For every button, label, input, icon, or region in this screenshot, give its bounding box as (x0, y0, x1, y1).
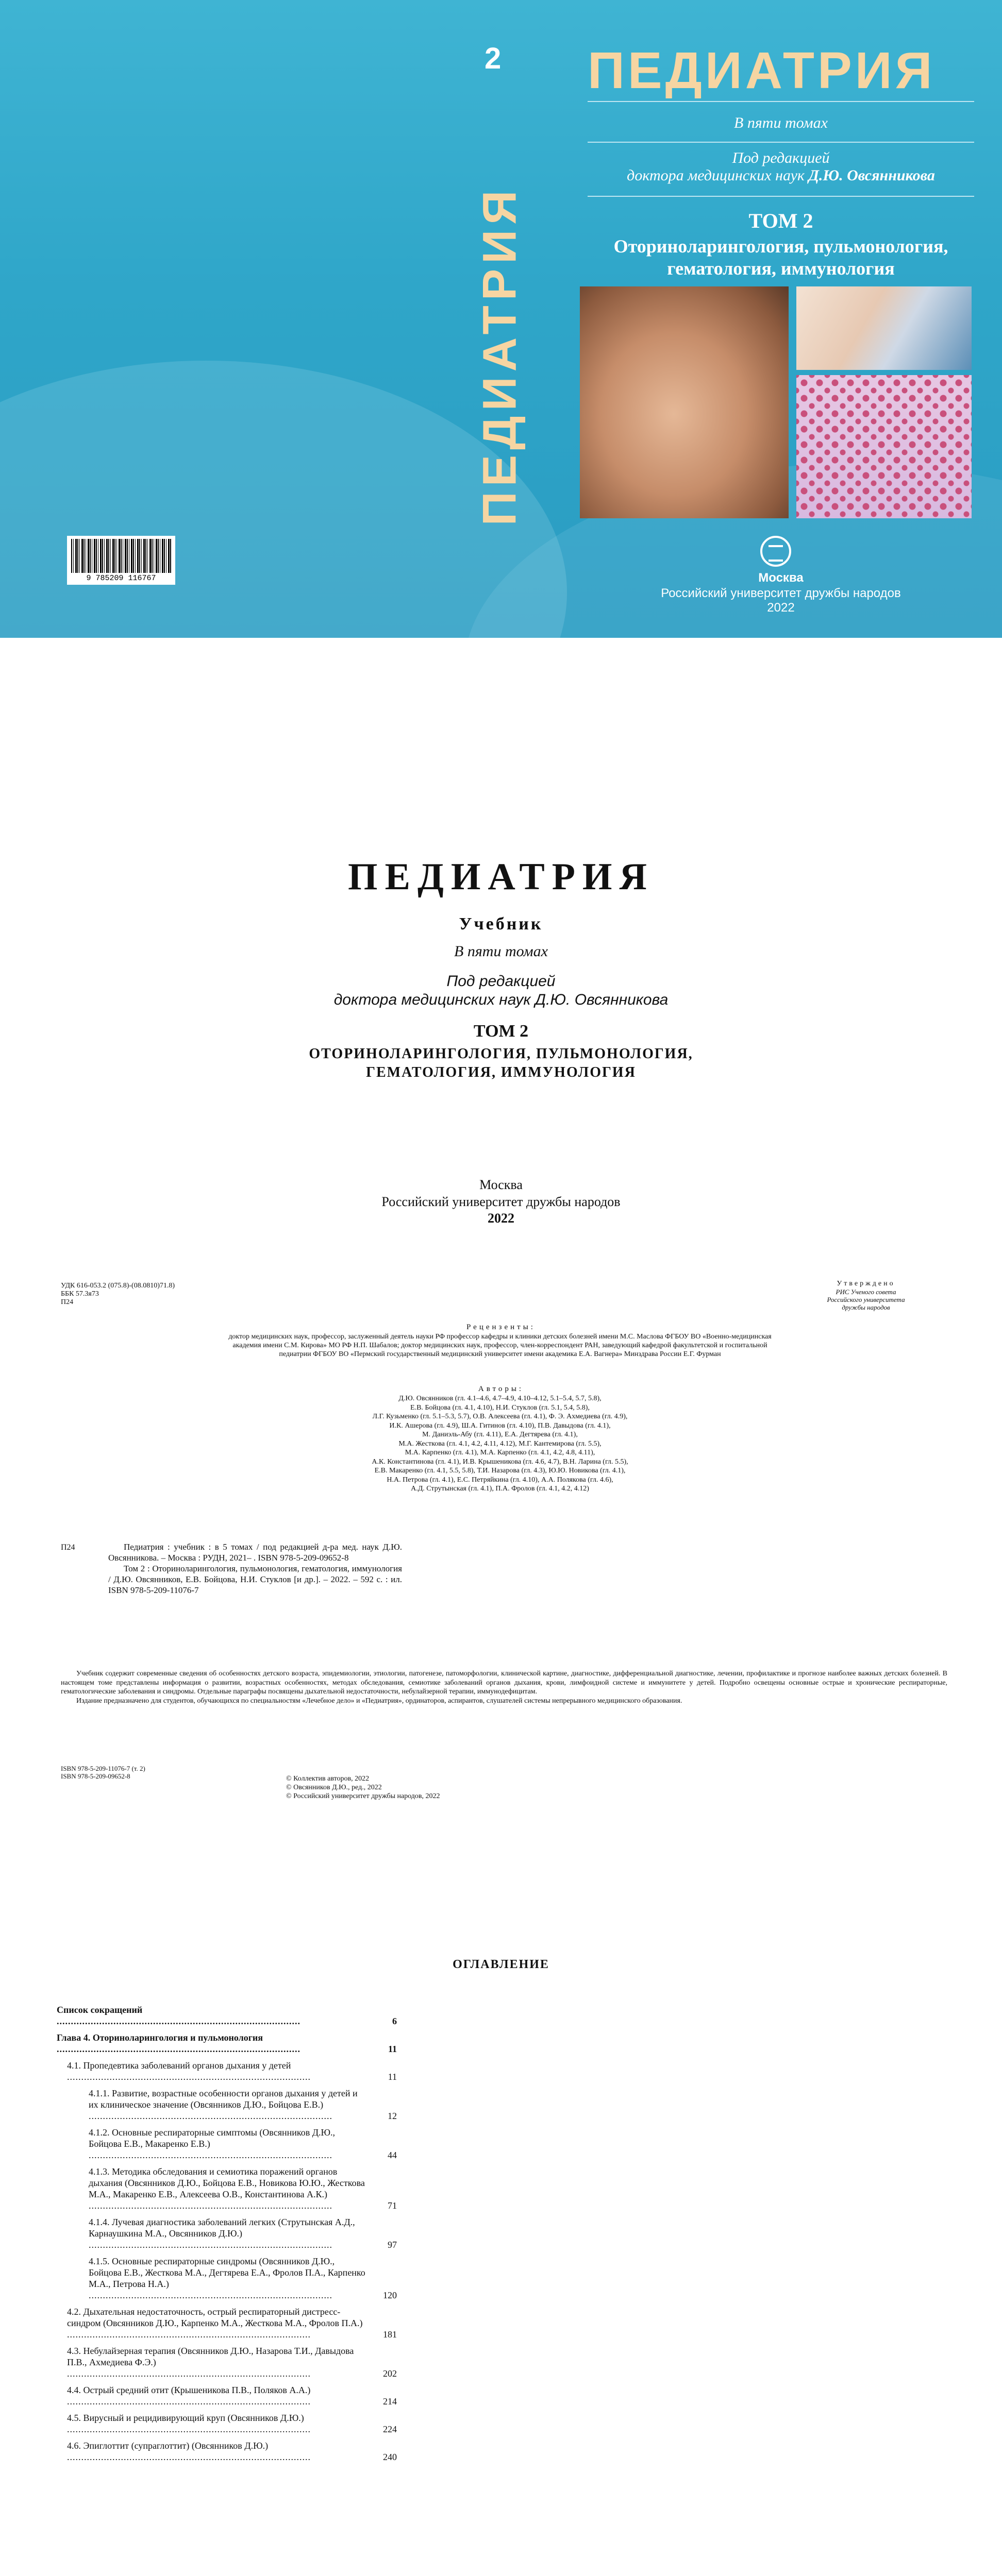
spine-volume-number: 2 (485, 42, 502, 75)
cover-publisher: Российский университет дружбы народов (661, 586, 901, 600)
spine-title (448, 170, 552, 541)
barcode-number: 9 785209 116767 (86, 574, 156, 583)
copyright-block (286, 1774, 440, 1801)
toc-entry-title: 4.1.4. Лучевая диагностика заболеваний легких (Струтынская А.Д., Карнаушкина М.А., Овсянников Д.Ю.) ..... (89, 2217, 355, 2250)
imprint-code: П24 (61, 1298, 74, 1306)
publisher-logo-icon (760, 536, 791, 567)
toc-entry (57, 2032, 397, 2055)
toc-entry (57, 2127, 397, 2161)
cover-photo-blood-smear (796, 375, 972, 518)
cover-editor-name: Д.Ю. Овсянникова (808, 167, 935, 184)
toc-entry-title: 4.2. Дыхательная недостаточность, острый респираторный дистресс-синдром (Овсянников Д.Ю., Карпенко М.А., Жесткова М.А., Фролов П.А.) ..... (67, 2307, 363, 2340)
toc-entry-title: 4.4. Острый средний отит (Крышеникова П.В., Поляков А.А.) ..... (67, 2385, 311, 2406)
title-page-volume: ТОМ 2 (473, 1022, 529, 1041)
toc-entry-page: 11 (388, 2044, 397, 2054)
toc-entry-page: 6 (392, 2016, 397, 2026)
title-page-editor-line1: Под редакцией (446, 973, 556, 990)
author-line: Д.Ю. Овсянников (гл. 4.1–4.6, 4.7–4.9, 4.10–4.12, 5.1–5.4, 5.7, 5.8), (398, 1395, 602, 1402)
toc-entry-title: 4.1.3. Методика обследования и семиотика поражений органов дыхания (Овсянников Д.Ю., Бойцова Е.В., Новикова Ю.Ю., Жесткова М.А., Макаренко Е.В., Алексеева О.В., Константинова А.К.) ..... (89, 2166, 365, 2211)
toc-entry (57, 2412, 397, 2435)
authors-list (77, 1394, 923, 1494)
title-page-subtitle-line1: ОТОРИНОЛАРИНГОЛОГИЯ, ПУЛЬМОНОЛОГИЯ, (309, 1046, 693, 1062)
approval-line2: Российского университета (827, 1296, 905, 1303)
imprint-bbk: ББК 57.3я73 (61, 1290, 99, 1298)
toc-entry-title: 4.1.5. Основные респираторные синдромы (Овсянников Д.Ю., Бойцова Е.В., Жесткова М.А., Дегтярева Е.А., Фролов П.А., Карпенко М.А., Петрова Н.А.) ..... (89, 2256, 365, 2300)
copyright-line2: © Овсянников Д.Ю., ред., 2022 (286, 1784, 382, 1791)
toc-entry-page: 202 (383, 2368, 397, 2379)
title-page-title: ПЕДИАТРИЯ (348, 856, 654, 898)
toc-entry-page: 214 (383, 2396, 397, 2406)
toc-entry (57, 2256, 397, 2301)
author-line: Е.В. Бойцова (гл. 4.1, 4.10), Н.И. Стуклов (гл. 5.1, 5.4, 5.8), (410, 1403, 590, 1412)
cover-volume: ТОМ 2 (748, 209, 813, 232)
title-page-volumes: В пяти томах (454, 943, 548, 960)
toc-entry-page: 181 (383, 2329, 397, 2340)
approval-title: Утверждено (837, 1280, 895, 1287)
annotation-paragraph1: Учебник содержит современные сведения об особенностях детского возраста, эпидемиологии, этиологии, патогенезе, патоморфологии, клинической картине, диагностике, дифференциальной диагностике, лечении, профилактике и прогнозе наиболее важных детских болезней. В настоящем томе представлены информация о развитии, возрастных особенностях, методах обследования, семиотике заболеваний органов дыхания, крови, лимфоидной системе и иммунитете у детей. Подробно освещены основные острые и хронические респираторные, гематологические заболевания и синдромы. Отдельные параграфы посвящены дыхательной недостаточности, небулайзерной терапии, иммунодефицитам. (61, 1670, 947, 1696)
toc-entry-page: 97 (388, 2240, 397, 2250)
author-line: А.К. Константинова (гл. 4.1), И.В. Крышеникова (гл. 4.6, 4.7), В.Н. Ларина (гл. 5.5), (372, 1458, 628, 1466)
author-line: М. Даниэль-Абу (гл. 4.11), Е.А. Дегтярева (гл. 4.1), (422, 1431, 578, 1438)
toc-entry-page: 71 (388, 2200, 397, 2211)
cover-year: 2022 (767, 601, 795, 615)
cover-publisher-city: Москва (758, 571, 804, 585)
copyright-line3: © Российский университет дружбы народов, 2022 (286, 1792, 440, 1800)
cover-divider-bottom (588, 196, 974, 197)
toc-entry-title: 4.1.2. Основные респираторные симптомы (Овсянников Д.Ю., Бойцова Е.В., Макаренко Е.В.) ..... (89, 2127, 335, 2160)
toc-entry-title: 4.1. Пропедевтика заболеваний органов дыхания у детей ..... (67, 2060, 311, 2082)
cover-divider-mid (588, 142, 974, 143)
cover-subtitle-line1: Оториноларингология, пульмонология, (613, 236, 948, 257)
toc-entry-page: 120 (383, 2290, 397, 2300)
toc-entry-page: 12 (388, 2111, 397, 2121)
toc-entry-page: 240 (383, 2452, 397, 2462)
title-page-year: 2022 (488, 1211, 514, 1226)
toc-title: ОГЛАВЛЕНИЕ (453, 1958, 549, 1971)
toc-entry (57, 2306, 397, 2340)
title-page-subtitle-line2: ГЕМАТОЛОГИЯ, ИММУНОЛОГИЯ (366, 1064, 636, 1080)
title-page-publisher: Российский университет дружбы народов (381, 1194, 621, 1209)
toc-entry (57, 2060, 397, 2082)
toc-entry (57, 2384, 397, 2407)
cover-photo-ear-exam (796, 286, 972, 370)
approval-line1: РИС Ученого совета (836, 1288, 896, 1296)
toc-entry-page: 224 (383, 2424, 397, 2434)
title-page-editor-line2: доктора медицинских наук Д.Ю. Овсянникова (333, 991, 669, 1008)
toc-list (57, 2004, 397, 2558)
cover-photo-child (580, 286, 789, 518)
copyright-line1: © Коллектив авторов, 2022 (286, 1775, 370, 1783)
spine-title-text: ПЕДИАТРИЯ (473, 185, 526, 526)
author-line: И.К. Ашерова (гл. 4.9), Ш.А. Гитинов (гл. 4.10), П.В. Давыдова (гл. 4.1), (389, 1421, 611, 1430)
authors-title: Авторы: (478, 1385, 524, 1393)
author-line: Н.А. Петрова (гл. 4.1), Е.С. Петряйкина (гл. 4.10), А.А. Полякова (гл. 4.6), (387, 1476, 613, 1484)
isbn-line1: ISBN 978-5-209-11076-7 (т. 2) (61, 1765, 145, 1772)
toc-entry-page: 44 (388, 2150, 397, 2160)
reviewers-text: доктор медицинских наук, профессор, заслуженный деятель науки РФ профессор кафедры и клиники детских болезней имени М.С. Маслова ФГБОУ ВО «Военно-медицинская академия имени С.М. Кирова» МО РФ Н.П. Шабалов; доктор медицинских наук, профессор, член-корреспондент РАН, заведующий кафедрой факультетской и госпитальной педиатрии ФГБОУ ВО «Пермский государственный медицинский университет имени академика Е.А. Вагнера» Минздрава России Е.Г. Фурман (228, 1333, 772, 1358)
author-line: М.А. Карпенко (гл. 4.1), М.А. Карпенко (гл. 4.1, 4.2, 4.8, 4.11), (405, 1449, 595, 1456)
toc-entry-title: 4.5. Вирусный и рецидивирующий круп (Овсянников Д.Ю.) ..... (67, 2413, 311, 2434)
bibliographic-line1: Педиатрия : учебник : в 5 томах / под редакцией д-ра мед. наук Д.Ю. Овсянникова. – Москва : РУДН, 2021– . ISBN 978-5-209-09652-8 (108, 1542, 402, 1563)
cover-volumes: В пяти томах (734, 114, 828, 131)
bibliographic-record (108, 1541, 402, 1596)
toc-entry (57, 2440, 397, 2463)
toc-entry (57, 2088, 397, 2122)
imprint-approval (783, 1280, 948, 1311)
imprint-code-left: П24 (61, 1543, 75, 1552)
toc-entry-title: 4.3. Небулайзерная терапия (Овсянников Д.Ю., Назарова Т.И., Давыдова П.В., Ахмедиева Ф.Э.) ..... (67, 2346, 354, 2379)
title-page-city: Москва (479, 1177, 523, 1192)
author-line: А.Д. Струтынская (гл. 4.1), П.А. Фролов (гл. 4.1, 4.2, 4.12) (411, 1485, 589, 1493)
cover-editor-line1: Под редакцией (732, 149, 830, 166)
toc-entry-title: 4.6. Эпиглоттит (супраглоттит) (Овсянников Д.Ю.) ..... (67, 2441, 311, 2462)
cover-divider-top (588, 101, 974, 102)
cover-subtitle-line2: гематология, иммунология (667, 258, 895, 279)
toc-entry-title: Глава 4. Оториноларингология и пульмонология ..... (57, 2032, 300, 2054)
book-cover (0, 0, 1002, 638)
toc-entry (57, 2216, 397, 2250)
cover-title: ПЕДИАТРИЯ (588, 42, 936, 99)
approval-line3: дружбы народов (842, 1303, 890, 1311)
reviewers-title: Рецензенты: (466, 1323, 536, 1331)
cover-editor-prefix: доктора медицинских наук (627, 167, 805, 184)
author-line: Л.Г. Кузьменко (гл. 5.1–5.3, 5.7), О.В. Алексеева (гл. 4.1), Ф. Э. Ахмедиева (гл. 4.9), (372, 1413, 628, 1420)
barcode-bars (71, 539, 171, 573)
toc-entry-title: 4.1.1. Развитие, возрастные особенности органов дыхания у детей и их клиническое значение (Овсянников Д.Ю., Бойцова Е.В.) ..... (89, 2088, 358, 2121)
author-line: Е.В. Макаренко (гл. 4.1, 5.5, 5.8), Т.И. Назарова (гл. 4.3), Ю.Ю. Новикова (гл. 4.1), (374, 1467, 626, 1475)
annotation (61, 1669, 947, 1705)
toc-entry-page: 11 (388, 2072, 397, 2082)
toc-entry (57, 2345, 397, 2379)
toc-entry (57, 2004, 397, 2027)
author-line: М.А. Жесткова (гл. 4.1, 4.2, 4.11, 4.12), М.Г. Кантемирова (гл. 5.5), (398, 1439, 602, 1448)
title-page-genre: Учебник (459, 914, 543, 934)
annotation-paragraph2: Издание предназначено для студентов, обучающихся по специальностям «Лечебное дело» и «Педиатрия», ординаторов, аспирантов, слушателей системы непрерывного медицинского образования. (76, 1697, 682, 1705)
isbn-line2: ISBN 978-5-209-09652-8 (61, 1772, 130, 1780)
cover-editor-line2 (588, 167, 974, 184)
toc-entry-title: Список сокращений ..... (57, 2005, 300, 2026)
barcode (67, 536, 175, 585)
toc-entry (57, 2166, 397, 2211)
isbn-block (61, 1765, 145, 1780)
bibliographic-line2: Том 2 : Оториноларингология, пульмонология, гематология, иммунология / Д.Ю. Овсянников, Е.В. Бойцова, Н.И. Стуклов [и др.]. – 2022. – 592 с. : ил. ISBN 978-5-209-11076-7 (108, 1564, 402, 1595)
imprint-udc: УДК 616-053.2 (075.8)-(08.0810)71.8) (61, 1282, 175, 1290)
